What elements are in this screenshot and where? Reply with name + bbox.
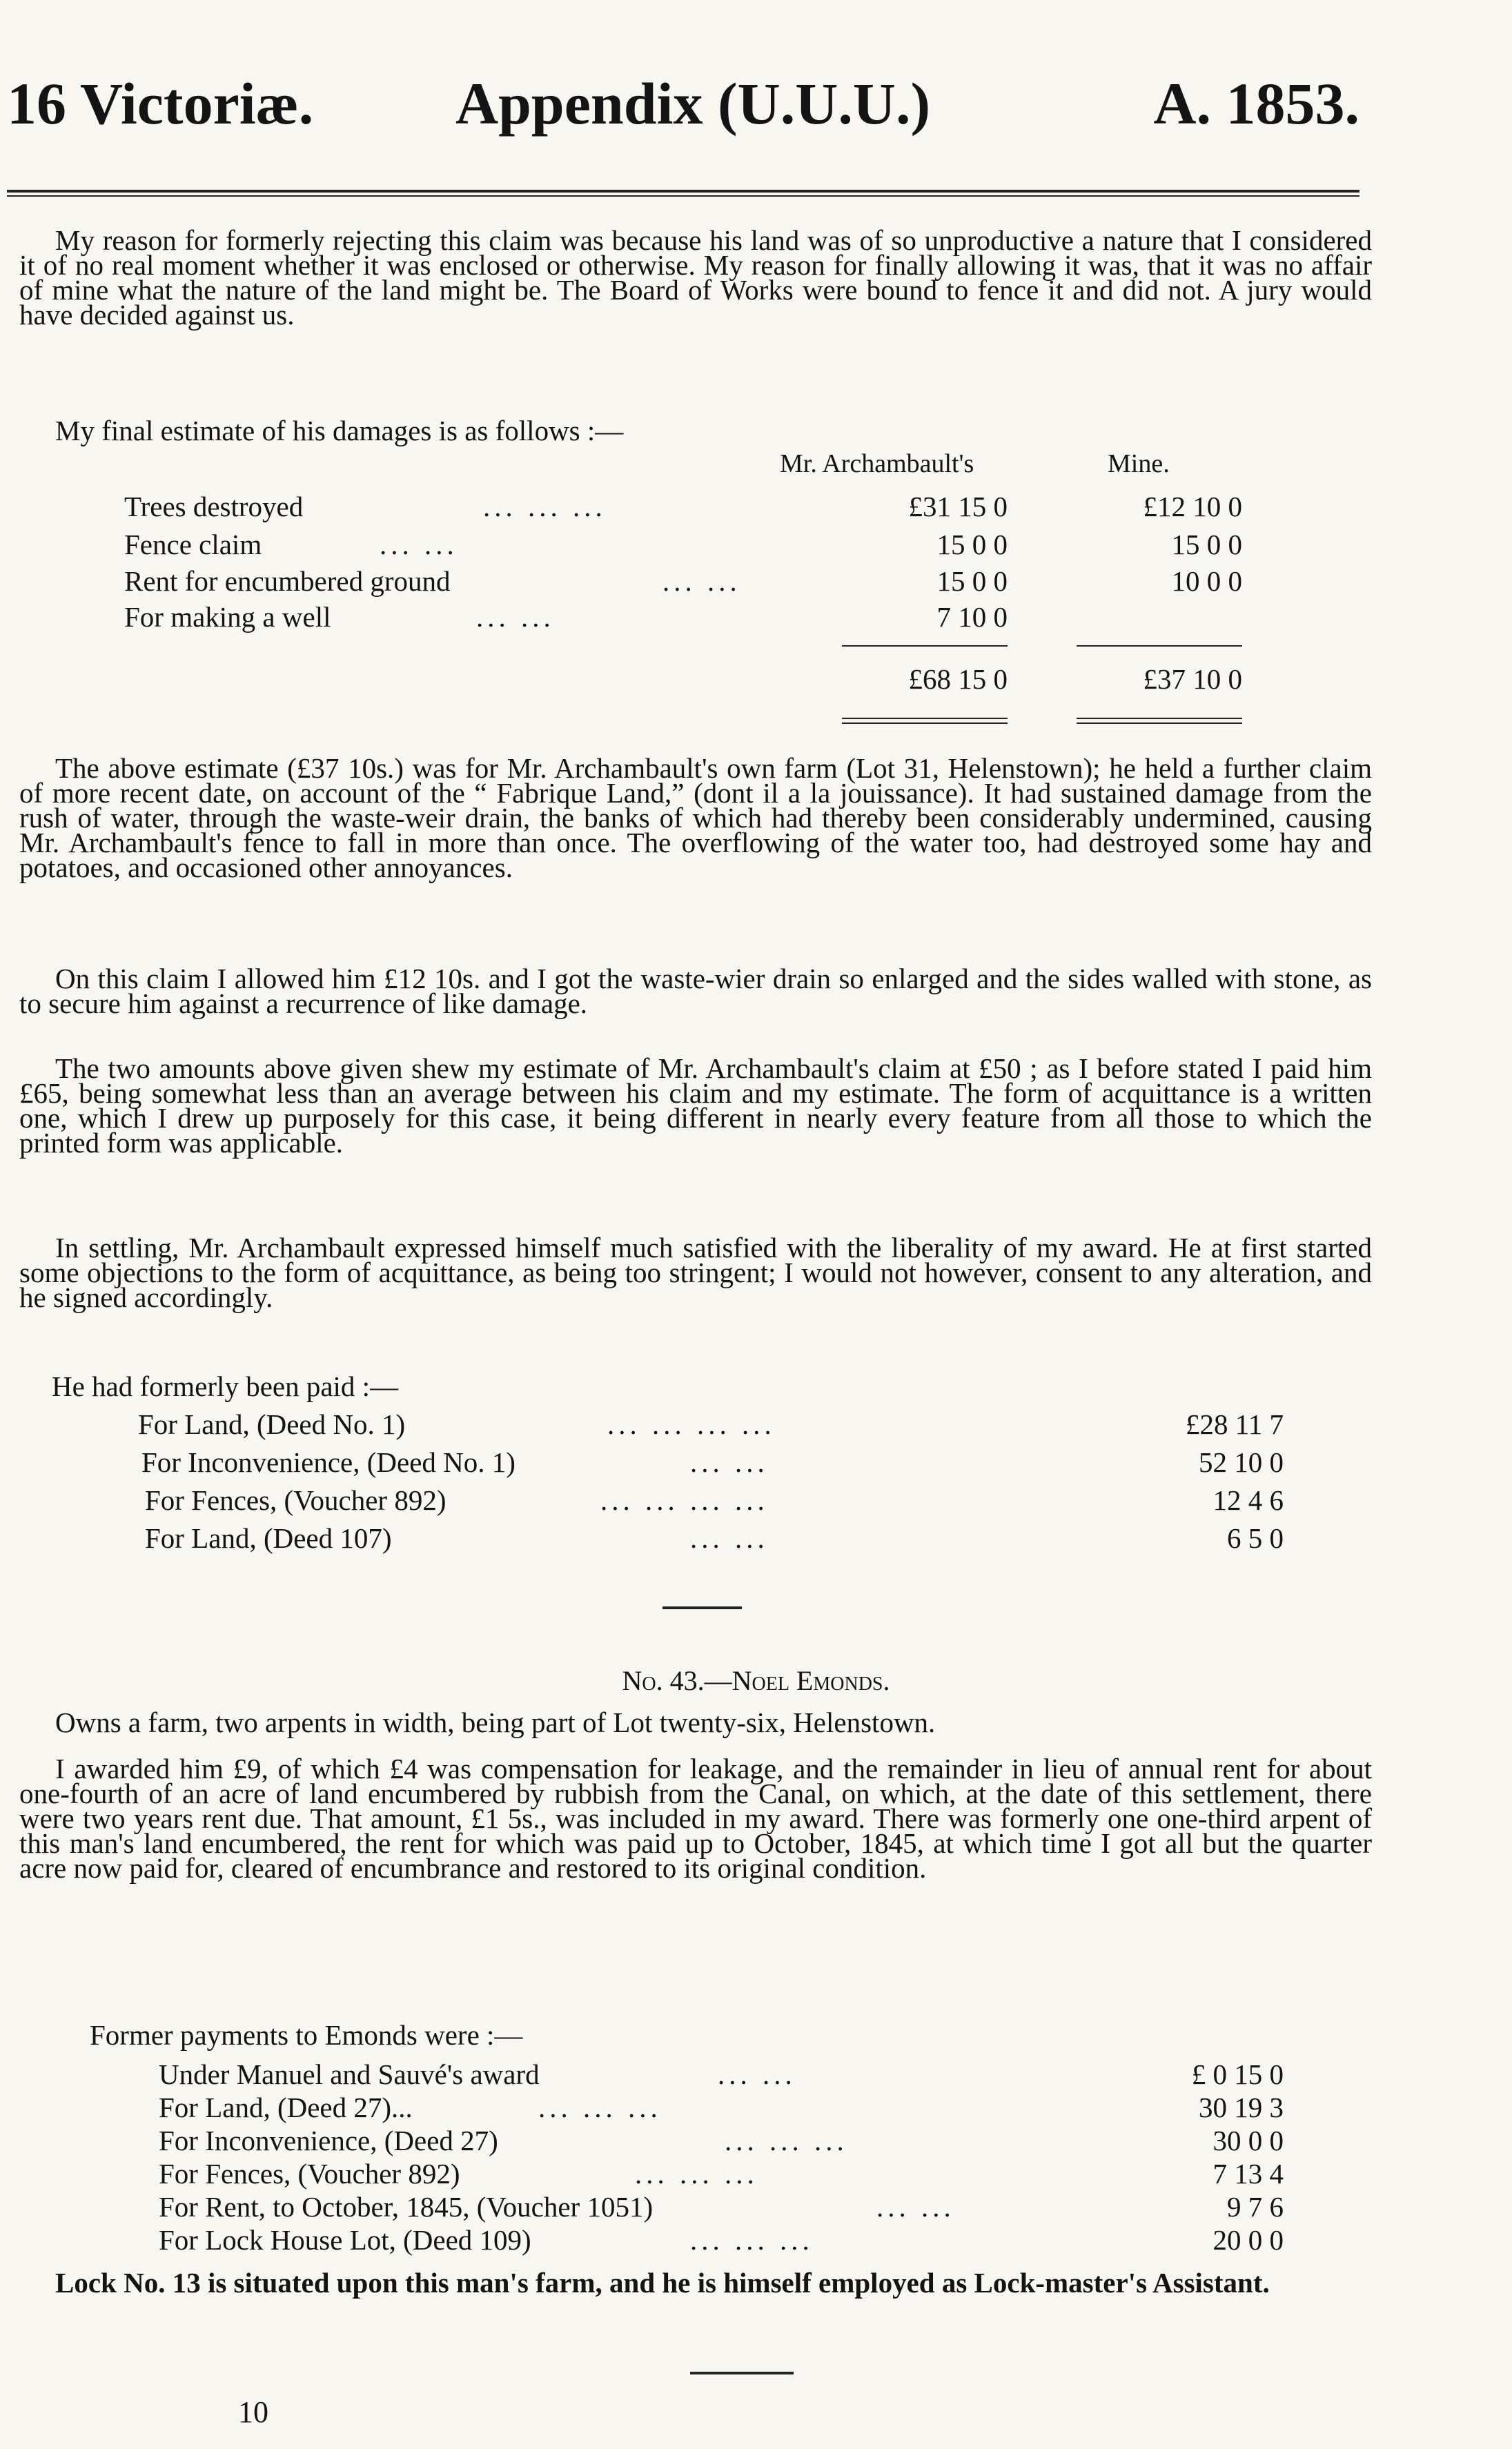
payment-row-label: For Inconvenience, (Deed 27): [159, 2125, 498, 2156]
paid-row-amount: 6 5 0: [1227, 1522, 1284, 1554]
payment-row-label: For Land, (Deed 27)...: [159, 2092, 413, 2123]
leader-dots: ... ...: [718, 2058, 796, 2090]
col-header-archambault: Mr. Archambault's: [780, 449, 974, 478]
payment-row-amount: £ 0 15 0: [1191, 2058, 1284, 2090]
estimate-intro: My final estimate of his damages is as follows :—: [55, 415, 624, 446]
paid-row-label: For Inconvenience, (Deed No. 1): [141, 1446, 516, 1478]
header-appendix: Appendix (U.U.U.): [455, 70, 931, 137]
section-divider: [662, 1606, 742, 1609]
double-rule-b2: [1077, 722, 1242, 724]
payment-row-amount: 30 0 0: [1212, 2125, 1284, 2156]
damages-row-amount-a: 7 10 0: [936, 601, 1008, 633]
paid-row-label: For Land, (Deed 107): [145, 1522, 392, 1554]
intro-paragraph: My reason for formerly rejecting this claim was because his land was of so unproductive a nature that I considered it of no real moment whether it was enclosed or otherwise. My reason for finally allowing it was, that it was no affair of mine what the nature of the land might be. The Board of Works were bound to fence it and did not. A jury would have decided against us.: [19, 224, 1372, 331]
damages-row-label: Rent for encumbered ground: [124, 565, 451, 597]
paid-intro: He had formerly been paid :—: [52, 1370, 399, 1402]
paragraph-fabrique-land: The above estimate (£37 10s.) was for Mr. Archambault's own farm (Lot 31, Helenstown); he held a further claim of more recent date, on account of the “ Fabrique Land,” (dont il a la jouissance). It had sustained damage from the rush of water, through the waste-weir drain, the banks of which had thereby been considerably undermined, causing Mr. Archambault's fence to fall in more than once. The overflowing of the water too, had destroyed some hay and potatoes, and occasioned other annoyances.: [19, 752, 1372, 883]
payment-row-label: For Fences, (Voucher 892): [159, 2158, 460, 2190]
footer-divider: [690, 2372, 794, 2374]
paid-row-amount: 12 4 6: [1212, 1484, 1284, 1516]
sum-rule-a: [842, 645, 1008, 647]
payment-row-amount: 20 0 0: [1212, 2224, 1284, 2256]
paid-row-amount: 52 10 0: [1199, 1446, 1284, 1478]
damages-row-amount-b: £12 10 0: [1143, 491, 1242, 522]
damages-row-amount-a: £31 15 0: [908, 491, 1008, 522]
total-archambault: £68 15 0: [908, 663, 1008, 695]
double-rule-a2: [842, 722, 1008, 724]
leader-dots: ... ...: [690, 1522, 769, 1554]
paid-row-label: For Fences, (Voucher 892): [145, 1484, 446, 1516]
col-header-mine: Mine.: [1108, 449, 1170, 478]
damages-row-amount-b: 15 0 0: [1171, 529, 1242, 560]
payment-row-amount: 7 13 4: [1212, 2158, 1284, 2190]
emonds-farm-paragraph: Owns a farm, two arpents in width, being part of Lot twenty-six, Helenstown.: [55, 1707, 936, 1738]
damages-row-amount-b: 10 0 0: [1171, 565, 1242, 597]
header-rule-thin: [7, 195, 1359, 197]
emonds-award-paragraph: I awarded him £9, of which £4 was compensation for leakage, and the remainder in lieu of annual rent for about one-fourth of an acre of land encumbered by rubbish from the Canal, on which, at the date of this settlement, there were two years rent due. That amount, £1 5s., was included in my award. There was formerly one one-third arpent of this man's land encumbered, the rent for which was paid up to October, 1845, at which time I got all but the quarter acre now paid for, cleared of encumbrance and restored to its original condition.: [19, 1753, 1372, 1884]
header-session: 16 Victoriæ.: [7, 70, 314, 137]
damages-row-amount-a: 15 0 0: [936, 565, 1008, 597]
paid-row-amount: £28 11 7: [1186, 1408, 1284, 1440]
paragraph-waste-weir: On this claim I allowed him £12 10s. and I got the waste-wier drain so enlarged and the sides walled with stone, as to secure him against a recurrence of like damage.: [19, 963, 1372, 1019]
damages-row-label: For making a well: [124, 601, 331, 633]
double-rule-b: [1077, 718, 1242, 719]
paid-row-label: For Land, (Deed No. 1): [138, 1408, 406, 1440]
paragraph-settling: In settling, Mr. Archambault expressed himself much satisfied with the liberality of my award. He at first started some objections to the form of acquittance, as being too stringent; I would not however, consent to any alteration, and he signed accordingly.: [19, 1232, 1372, 1313]
leader-dots: ... ...: [690, 1446, 769, 1478]
payment-row-label: For Lock House Lot, (Deed 109): [159, 2224, 531, 2256]
sum-rule-b: [1077, 645, 1242, 647]
damages-row-amount-a: 15 0 0: [936, 529, 1008, 560]
payment-row-label: Under Manuel and Sauvé's award: [159, 2058, 540, 2090]
paragraph-estimate-summary: The two amounts above given shew my estimate of Mr. Archambault's claim at £50 ; as I before stated I paid him £65, being somewhat less than an average between his claim and my estimate. The form of acquittance is a written one, which I drew up purposely for this case, it being different in nearly every feature from all those to which the printed form was applicable.: [19, 1052, 1372, 1159]
leader-dots: ... ... ...: [725, 2125, 848, 2156]
leader-dots: ... ... ...: [538, 2092, 662, 2123]
leader-dots: ... ... ... ...: [607, 1408, 776, 1440]
leader-dots: ... ...: [662, 565, 741, 597]
damages-row-label: Trees destroyed: [124, 491, 304, 522]
header-rule: [7, 190, 1359, 193]
page-header: [7, 69, 1359, 152]
section-title: No. 43.—Noel Emonds.: [622, 1665, 890, 1696]
leader-dots: ... ... ...: [635, 2158, 758, 2190]
lock-paragraph: Lock No. 13 is situated upon this man's farm, and he is himself employed as Lock-master's Assistant.: [55, 2267, 1270, 2299]
leader-dots: ... ...: [380, 529, 458, 560]
leader-dots: ... ... ...: [690, 2224, 814, 2256]
header-year: A. 1853.: [1153, 70, 1359, 137]
page-number: 10: [238, 2395, 268, 2429]
leader-dots: ... ...: [476, 601, 555, 633]
payment-row-amount: 30 19 3: [1199, 2092, 1284, 2123]
payment-row-amount: 9 7 6: [1227, 2191, 1284, 2223]
leader-dots: ... ... ...: [483, 491, 607, 522]
payments-intro: Former payments to Emonds were :—: [90, 2019, 523, 2051]
leader-dots: ... ... ... ...: [600, 1484, 769, 1516]
total-mine: £37 10 0: [1143, 663, 1242, 695]
double-rule-a: [842, 718, 1008, 719]
payment-row-label: For Rent, to October, 1845, (Voucher 1051): [159, 2191, 654, 2223]
leader-dots: ... ...: [876, 2191, 955, 2223]
damages-row-label: Fence claim: [124, 529, 262, 560]
